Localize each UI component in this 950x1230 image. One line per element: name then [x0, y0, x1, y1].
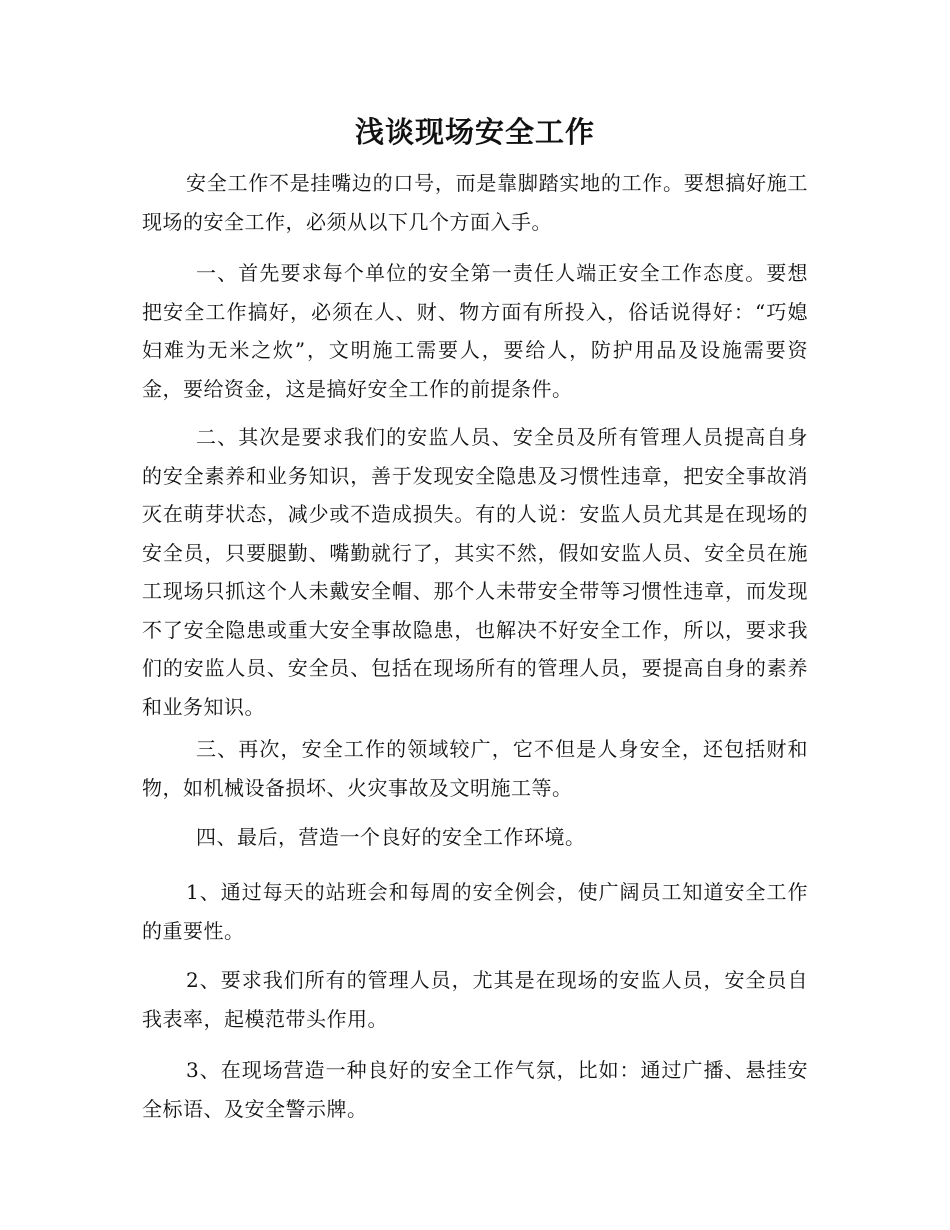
paragraph-item-3: 3、在现场营造一种良好的安全工作气氛，比如：通过广播、悬挂安全标语、及安全警示牌。 — [142, 1058, 808, 1121]
paragraph-item-1: 1、通过每天的站班会和每周的安全例会，使广阔员工知道安全工作的重要性。 — [142, 880, 808, 943]
document-title: 浅谈现场安全工作 — [354, 115, 595, 149]
paragraph-point-4: 四、最后，营造一个良好的安全工作环境。 — [196, 825, 586, 849]
paragraph-point-3: 三、再次，安全工作的领域较广，它不但是人身安全，还包括财和物，如机械设备损坏、火灾事故及文明施工等。 — [142, 737, 808, 800]
paragraph-point-1: 一、首先要求每个单位的安全第一责任人端正安全工作态度。要想把安全工作搞好，必须在人、财、物方面有所投入，俗话说得好：“巧媳妇难为无米之炊”，文明施工需要人，要给人，防护用品及设施需要资金，要给资金，这是搞好安全工作的前提条件。 — [142, 261, 808, 401]
paragraph-intro: 安全工作不是挂嘴边的口号，而是靠脚踏实地的工作。要想搞好施工现场的安全工作，必须从以下几个方面入手。 — [142, 171, 808, 234]
paragraph-item-2: 2、要求我们所有的管理人员，尤其是在现场的安监人员，安全员自我表率，起模范带头作用。 — [142, 968, 808, 1031]
paragraph-point-2: 二、其次是要求我们的安监人员、安全员及所有管理人员提高自身的安全素养和业务知识，善于发现安全隐患及习惯性违章，把安全事故消灭在萌芽状态，减少或不造成损失。有的人说：安监人员尤其是在现场的安全员，只要腿勤、嘴勤就行了，其实不然，假如安监人员、安全员在施工现场只抓这个人未戴安全帽、那个人未带安全带等习惯性违章，而发现不了安全隐患或重大安全事故隐患，也解决不好安全工作，所以，要求我们的安监人员、安全员、包括在现场所有的管理人员，要提高自身的素养和业务知识。 — [142, 425, 808, 719]
